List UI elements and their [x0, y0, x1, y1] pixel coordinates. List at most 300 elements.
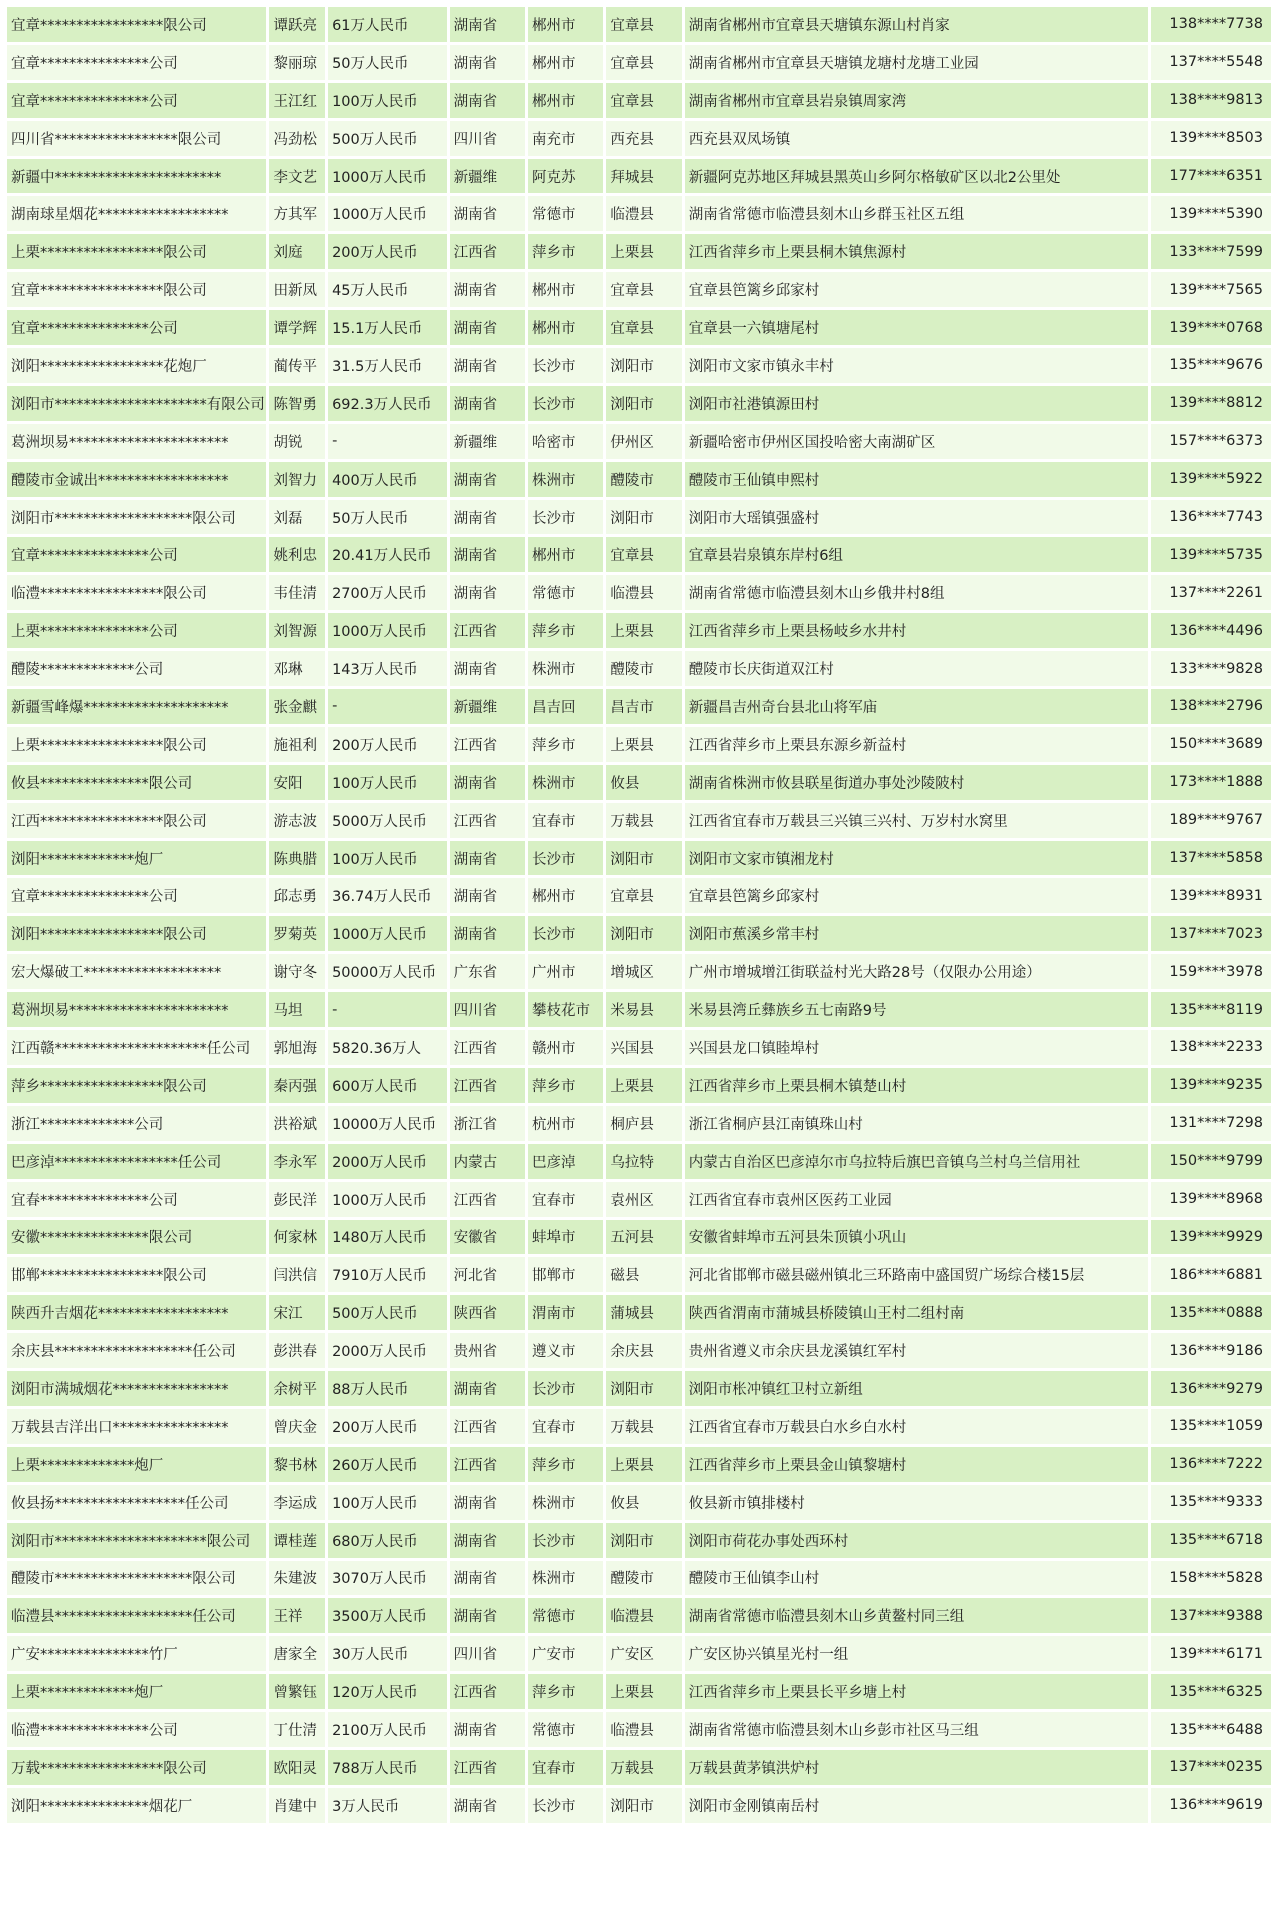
county-cell: 昌吉市: [606, 689, 681, 724]
province-cell: 湖南省: [450, 651, 525, 686]
address-cell: 内蒙古自治区巴彦淖尔市乌拉特后旗巴音镇乌兰村乌兰信用社: [685, 1144, 1148, 1179]
county-cell: 浏阳市: [606, 1523, 681, 1558]
province-cell: 湖南省: [450, 1712, 525, 1747]
city-cell: 株洲市: [528, 1485, 603, 1520]
capital-cell: 50万人民币: [328, 500, 447, 535]
phone-cell: 135****9676: [1151, 348, 1271, 383]
legal-rep-cell: 洪裕斌: [269, 1106, 325, 1141]
table-row: [7, 1674, 1271, 1709]
table-row: [7, 878, 1271, 913]
legal-rep-cell: 谭跃亮: [269, 7, 325, 42]
company-name-cell: 浏阳市满城烟花****************: [7, 1371, 266, 1406]
table-row: [7, 1788, 1271, 1823]
address-cell: 陕西省渭南市蒲城县桥陵镇山王村二组村南: [685, 1295, 1148, 1330]
company-name-cell: 四川省*****************限公司: [7, 121, 266, 156]
capital-cell: 5820.36万人: [328, 1030, 447, 1065]
company-name-cell: 宜章***************公司: [7, 310, 266, 345]
phone-cell: 150****3689: [1151, 727, 1271, 762]
phone-cell: 139****8812: [1151, 386, 1271, 421]
company-name-cell: 临澧县*******************任公司: [7, 1598, 266, 1633]
city-cell: 郴州市: [528, 878, 603, 913]
company-name-cell: 新疆中***********************: [7, 159, 266, 194]
county-cell: 宜章县: [606, 272, 681, 307]
address-cell: 广州市增城增江街联益村光大路28号（仅限办公用途）: [685, 954, 1148, 989]
table-row: [7, 1144, 1271, 1179]
province-cell: 湖南省: [450, 348, 525, 383]
address-cell: 贵州省遵义市余庆县龙溪镇红军村: [685, 1333, 1148, 1368]
county-cell: 上栗县: [606, 234, 681, 269]
table-row: [7, 1333, 1271, 1368]
capital-cell: 45万人民币: [328, 272, 447, 307]
county-cell: 临澧县: [606, 1598, 681, 1633]
company-name-cell: 临澧***************公司: [7, 1712, 266, 1747]
company-name-cell: 宜章*****************限公司: [7, 272, 266, 307]
city-cell: 长沙市: [528, 916, 603, 951]
phone-cell: 150****9799: [1151, 1144, 1271, 1179]
city-cell: 郴州市: [528, 272, 603, 307]
province-cell: 湖南省: [450, 196, 525, 231]
legal-rep-cell: 马坦: [269, 992, 325, 1027]
phone-cell: 133****9828: [1151, 651, 1271, 686]
table-row: [7, 1106, 1271, 1141]
legal-rep-cell: 陈典腊: [269, 841, 325, 876]
address-cell: 江西省萍乡市上栗县杨岐乡水井村: [685, 613, 1148, 648]
capital-cell: 100万人民币: [328, 1485, 447, 1520]
table-row: [7, 1636, 1271, 1671]
province-cell: 湖南省: [450, 1561, 525, 1596]
legal-rep-cell: 谭学辉: [269, 310, 325, 345]
capital-cell: 36.74万人民币: [328, 878, 447, 913]
phone-cell: 135****8119: [1151, 992, 1271, 1027]
table-row: [7, 1182, 1271, 1217]
phone-cell: 157****6373: [1151, 424, 1271, 459]
city-cell: 萍乡市: [528, 234, 603, 269]
county-cell: 浏阳市: [606, 1371, 681, 1406]
county-cell: 浏阳市: [606, 1788, 681, 1823]
capital-cell: 200万人民币: [328, 234, 447, 269]
legal-rep-cell: 李文艺: [269, 159, 325, 194]
county-cell: 宜章县: [606, 537, 681, 572]
county-cell: 五河县: [606, 1220, 681, 1255]
table-row: [7, 1409, 1271, 1444]
address-cell: 醴陵市王仙镇李山村: [685, 1561, 1148, 1596]
phone-cell: 159****3978: [1151, 954, 1271, 989]
county-cell: 宜章县: [606, 83, 681, 118]
address-cell: 湖南省常德市临澧县刻木山乡俄井村8组: [685, 575, 1148, 610]
phone-cell: 138****9813: [1151, 83, 1271, 118]
address-cell: 湖南省常德市临澧县刻木山乡群玉社区五组: [685, 196, 1148, 231]
phone-cell: 136****7743: [1151, 500, 1271, 535]
company-name-cell: 上栗*************炮厂: [7, 1674, 266, 1709]
company-name-cell: 宜章***************公司: [7, 83, 266, 118]
province-cell: 新疆维: [450, 159, 525, 194]
city-cell: 渭南市: [528, 1295, 603, 1330]
province-cell: 江西省: [450, 1674, 525, 1709]
capital-cell: 788万人民币: [328, 1750, 447, 1785]
county-cell: 上栗县: [606, 1068, 681, 1103]
city-cell: 常德市: [528, 575, 603, 610]
table-row: [7, 1220, 1271, 1255]
phone-cell: 139****7565: [1151, 272, 1271, 307]
city-cell: 常德市: [528, 1712, 603, 1747]
city-cell: 邯郸市: [528, 1257, 603, 1292]
province-cell: 湖南省: [450, 537, 525, 572]
table-row: [7, 1712, 1271, 1747]
company-name-cell: 宜章***************公司: [7, 45, 266, 80]
company-name-cell: 邯郸*****************限公司: [7, 1257, 266, 1292]
legal-rep-cell: 谭桂莲: [269, 1523, 325, 1558]
capital-cell: 2100万人民币: [328, 1712, 447, 1747]
company-name-cell: 攸县***************限公司: [7, 765, 266, 800]
county-cell: 浏阳市: [606, 916, 681, 951]
phone-cell: 136****4496: [1151, 613, 1271, 648]
address-cell: 西充县双凤场镇: [685, 121, 1148, 156]
address-cell: 湖南省常德市临澧县刻木山乡黄鳌村同三组: [685, 1598, 1148, 1633]
table-row: [7, 1750, 1271, 1785]
province-cell: 江西省: [450, 1182, 525, 1217]
county-cell: 桐庐县: [606, 1106, 681, 1141]
province-cell: 安徽省: [450, 1220, 525, 1255]
county-cell: 万载县: [606, 1409, 681, 1444]
phone-cell: 186****6881: [1151, 1257, 1271, 1292]
company-name-cell: 宜章***************公司: [7, 878, 266, 913]
province-cell: 湖南省: [450, 841, 525, 876]
county-cell: 醴陵市: [606, 1561, 681, 1596]
capital-cell: 260万人民币: [328, 1447, 447, 1482]
phone-cell: 135****9333: [1151, 1485, 1271, 1520]
table-row: [7, 727, 1271, 762]
phone-cell: 139****5922: [1151, 462, 1271, 497]
capital-cell: 30万人民币: [328, 1636, 447, 1671]
address-cell: 浏阳市金刚镇南岳村: [685, 1788, 1148, 1823]
table-row: [7, 1030, 1271, 1065]
city-cell: 萍乡市: [528, 1674, 603, 1709]
table-row: [7, 462, 1271, 497]
city-cell: 郴州市: [528, 83, 603, 118]
address-cell: 新疆哈密市伊州区国投哈密大南湖矿区: [685, 424, 1148, 459]
county-cell: 增城区: [606, 954, 681, 989]
address-cell: 兴国县龙口镇睦埠村: [685, 1030, 1148, 1065]
county-cell: 米易县: [606, 992, 681, 1027]
phone-cell: 173****1888: [1151, 765, 1271, 800]
legal-rep-cell: 刘庭: [269, 234, 325, 269]
phone-cell: 139****8968: [1151, 1182, 1271, 1217]
legal-rep-cell: 彭民洋: [269, 1182, 325, 1217]
capital-cell: 600万人民币: [328, 1068, 447, 1103]
county-cell: 兴国县: [606, 1030, 681, 1065]
city-cell: 广州市: [528, 954, 603, 989]
county-cell: 西充县: [606, 121, 681, 156]
legal-rep-cell: 唐家全: [269, 1636, 325, 1671]
address-cell: 攸县新市镇排楼村: [685, 1485, 1148, 1520]
table-row: [7, 1257, 1271, 1292]
capital-cell: 1480万人民币: [328, 1220, 447, 1255]
legal-rep-cell: 郭旭海: [269, 1030, 325, 1065]
city-cell: 郴州市: [528, 537, 603, 572]
legal-rep-cell: 刘智力: [269, 462, 325, 497]
province-cell: 广东省: [450, 954, 525, 989]
table-row: [7, 651, 1271, 686]
city-cell: 常德市: [528, 196, 603, 231]
capital-cell: 50万人民币: [328, 45, 447, 80]
city-cell: 长沙市: [528, 1523, 603, 1558]
county-cell: 万载县: [606, 1750, 681, 1785]
city-cell: 宜春市: [528, 1182, 603, 1217]
address-cell: 新疆昌吉州奇台县北山将军庙: [685, 689, 1148, 724]
capital-cell: 31.5万人民币: [328, 348, 447, 383]
company-name-cell: 广安***************竹厂: [7, 1636, 266, 1671]
legal-rep-cell: 肖建中: [269, 1788, 325, 1823]
table-row: [7, 992, 1271, 1027]
legal-rep-cell: 姚利忠: [269, 537, 325, 572]
company-name-cell: 醴陵*************公司: [7, 651, 266, 686]
province-cell: 内蒙古: [450, 1144, 525, 1179]
capital-cell: 7910万人民币: [328, 1257, 447, 1292]
capital-cell: 3070万人民币: [328, 1561, 447, 1596]
address-cell: 江西省萍乡市上栗县长平乡塘上村: [685, 1674, 1148, 1709]
capital-cell: 120万人民币: [328, 1674, 447, 1709]
table-row: [7, 803, 1271, 838]
legal-rep-cell: 何家林: [269, 1220, 325, 1255]
table-row: [7, 1295, 1271, 1330]
address-cell: 浏阳市社港镇源田村: [685, 386, 1148, 421]
county-cell: 磁县: [606, 1257, 681, 1292]
address-cell: 浏阳市蕉溪乡常丰村: [685, 916, 1148, 951]
county-cell: 上栗县: [606, 1447, 681, 1482]
city-cell: 郴州市: [528, 45, 603, 80]
legal-rep-cell: 丁仕清: [269, 1712, 325, 1747]
county-cell: 浏阳市: [606, 348, 681, 383]
legal-rep-cell: 李运成: [269, 1485, 325, 1520]
legal-rep-cell: 陈智勇: [269, 386, 325, 421]
phone-cell: 136****9619: [1151, 1788, 1271, 1823]
legal-rep-cell: 施祖利: [269, 727, 325, 762]
province-cell: 江西省: [450, 234, 525, 269]
legal-rep-cell: 曾庆金: [269, 1409, 325, 1444]
province-cell: 湖南省: [450, 765, 525, 800]
city-cell: 萍乡市: [528, 1068, 603, 1103]
province-cell: 湖南省: [450, 272, 525, 307]
city-cell: 长沙市: [528, 841, 603, 876]
address-cell: 浙江省桐庐县江南镇珠山村: [685, 1106, 1148, 1141]
company-name-cell: 宜章***************公司: [7, 537, 266, 572]
province-cell: 湖南省: [450, 1523, 525, 1558]
capital-cell: 10000万人民币: [328, 1106, 447, 1141]
city-cell: 宜春市: [528, 1750, 603, 1785]
capital-cell: 2700万人民币: [328, 575, 447, 610]
province-cell: 江西省: [450, 1030, 525, 1065]
capital-cell: 100万人民币: [328, 765, 447, 800]
county-cell: 攸县: [606, 1485, 681, 1520]
table-row: [7, 500, 1271, 535]
city-cell: 蚌埠市: [528, 1220, 603, 1255]
province-cell: 陕西省: [450, 1295, 525, 1330]
county-cell: 临澧县: [606, 575, 681, 610]
legal-rep-cell: 王祥: [269, 1598, 325, 1633]
address-cell: 湖南省常德市临澧县刻木山乡彭市社区马三组: [685, 1712, 1148, 1747]
address-cell: 万载县黄茅镇洪炉村: [685, 1750, 1148, 1785]
address-cell: 浏阳市文家市镇永丰村: [685, 348, 1148, 383]
table-row: [7, 386, 1271, 421]
capital-cell: 1000万人民币: [328, 196, 447, 231]
phone-cell: 137****0235: [1151, 1750, 1271, 1785]
address-cell: 湖南省株洲市攸县联星街道办事处沙陵陂村: [685, 765, 1148, 800]
address-cell: 江西省宜春市万载县白水乡白水村: [685, 1409, 1148, 1444]
company-name-cell: 江西*****************限公司: [7, 803, 266, 838]
city-cell: 阿克苏: [528, 159, 603, 194]
capital-cell: 100万人民币: [328, 841, 447, 876]
legal-rep-cell: 余树平: [269, 1371, 325, 1406]
city-cell: 株洲市: [528, 765, 603, 800]
table-row: [7, 575, 1271, 610]
capital-cell: -: [328, 424, 447, 459]
company-table: [4, 4, 1274, 1826]
legal-rep-cell: 安阳: [269, 765, 325, 800]
company-name-cell: 葛洲坝易**********************: [7, 424, 266, 459]
address-cell: 广安区协兴镇星光村一组: [685, 1636, 1148, 1671]
company-name-cell: 浙江*************公司: [7, 1106, 266, 1141]
legal-rep-cell: 彭洪春: [269, 1333, 325, 1368]
company-name-cell: 湖南球星烟花******************: [7, 196, 266, 231]
capital-cell: 680万人民币: [328, 1523, 447, 1558]
table-body: [7, 7, 1271, 1823]
capital-cell: 1000万人民币: [328, 613, 447, 648]
table-row: [7, 83, 1271, 118]
legal-rep-cell: 曾繁钰: [269, 1674, 325, 1709]
county-cell: 临澧县: [606, 196, 681, 231]
city-cell: 赣州市: [528, 1030, 603, 1065]
table-row: [7, 272, 1271, 307]
address-cell: 安徽省蚌埠市五河县朱顶镇小巩山: [685, 1220, 1148, 1255]
county-cell: 醴陵市: [606, 651, 681, 686]
province-cell: 湖南省: [450, 45, 525, 80]
table-row: [7, 1447, 1271, 1482]
company-name-cell: 万载*****************限公司: [7, 1750, 266, 1785]
company-name-cell: 浏阳*****************花炮厂: [7, 348, 266, 383]
province-cell: 湖南省: [450, 1598, 525, 1633]
province-cell: 湖南省: [450, 310, 525, 345]
capital-cell: 50000万人民币: [328, 954, 447, 989]
table-row: [7, 348, 1271, 383]
legal-rep-cell: 胡锐: [269, 424, 325, 459]
county-cell: 上栗县: [606, 613, 681, 648]
legal-rep-cell: 田新凤: [269, 272, 325, 307]
capital-cell: 1000万人民币: [328, 1182, 447, 1217]
phone-cell: 133****7599: [1151, 234, 1271, 269]
county-cell: 蒲城县: [606, 1295, 681, 1330]
table-row: [7, 424, 1271, 459]
address-cell: 江西省宜春市袁州区医药工业园: [685, 1182, 1148, 1217]
company-name-cell: 万载县吉洋出口****************: [7, 1409, 266, 1444]
phone-cell: 138****2796: [1151, 689, 1271, 724]
province-cell: 新疆维: [450, 424, 525, 459]
county-cell: 醴陵市: [606, 462, 681, 497]
company-name-cell: 浏阳***************烟花厂: [7, 1788, 266, 1823]
company-name-cell: 临澧*****************限公司: [7, 575, 266, 610]
capital-cell: 2000万人民币: [328, 1144, 447, 1179]
capital-cell: -: [328, 992, 447, 1027]
company-name-cell: 上栗***************公司: [7, 613, 266, 648]
city-cell: 株洲市: [528, 462, 603, 497]
company-name-cell: 醴陵市*******************限公司: [7, 1561, 266, 1596]
province-cell: 湖南省: [450, 500, 525, 535]
legal-rep-cell: 李永军: [269, 1144, 325, 1179]
county-cell: 宜章县: [606, 310, 681, 345]
province-cell: 湖南省: [450, 462, 525, 497]
legal-rep-cell: 黎书林: [269, 1447, 325, 1482]
capital-cell: 61万人民币: [328, 7, 447, 42]
city-cell: 株洲市: [528, 651, 603, 686]
city-cell: 昌吉回: [528, 689, 603, 724]
province-cell: 江西省: [450, 803, 525, 838]
county-cell: 乌拉特: [606, 1144, 681, 1179]
city-cell: 哈密市: [528, 424, 603, 459]
city-cell: 萍乡市: [528, 1447, 603, 1482]
phone-cell: 137****5548: [1151, 45, 1271, 80]
phone-cell: 135****1059: [1151, 1409, 1271, 1444]
address-cell: 米易县湾丘彝族乡五七南路9号: [685, 992, 1148, 1027]
address-cell: 湖南省郴州市宜章县岩泉镇周家湾: [685, 83, 1148, 118]
table-row: [7, 1068, 1271, 1103]
province-cell: 河北省: [450, 1257, 525, 1292]
table-row: [7, 613, 1271, 648]
county-cell: 攸县: [606, 765, 681, 800]
company-name-cell: 江西赣*********************任公司: [7, 1030, 266, 1065]
capital-cell: 15.1万人民币: [328, 310, 447, 345]
address-cell: 醴陵市王仙镇申熙村: [685, 462, 1148, 497]
capital-cell: 3500万人民币: [328, 1598, 447, 1633]
address-cell: 新疆阿克苏地区拜城县黑英山乡阿尔格敏矿区以北2公里处: [685, 159, 1148, 194]
province-cell: 江西省: [450, 1750, 525, 1785]
company-name-cell: 宜章*****************限公司: [7, 7, 266, 42]
capital-cell: 100万人民币: [328, 83, 447, 118]
phone-cell: 139****5390: [1151, 196, 1271, 231]
province-cell: 湖南省: [450, 386, 525, 421]
city-cell: 郴州市: [528, 310, 603, 345]
county-cell: 拜城县: [606, 159, 681, 194]
city-cell: 宜春市: [528, 803, 603, 838]
address-cell: 浏阳市荷花办事处西环村: [685, 1523, 1148, 1558]
company-name-cell: 浏阳*************炮厂: [7, 841, 266, 876]
phone-cell: 139****9235: [1151, 1068, 1271, 1103]
phone-cell: 139****8931: [1151, 878, 1271, 913]
city-cell: 南充市: [528, 121, 603, 156]
city-cell: 株洲市: [528, 1561, 603, 1596]
capital-cell: 500万人民币: [328, 121, 447, 156]
legal-rep-cell: 黎丽琼: [269, 45, 325, 80]
city-cell: 杭州市: [528, 1106, 603, 1141]
county-cell: 袁州区: [606, 1182, 681, 1217]
legal-rep-cell: 谢守冬: [269, 954, 325, 989]
legal-rep-cell: 秦丙强: [269, 1068, 325, 1103]
county-cell: 宜章县: [606, 878, 681, 913]
province-cell: 湖南省: [450, 878, 525, 913]
legal-rep-cell: 蔺传平: [269, 348, 325, 383]
phone-cell: 136****9186: [1151, 1333, 1271, 1368]
phone-cell: 137****5858: [1151, 841, 1271, 876]
company-name-cell: 上栗*****************限公司: [7, 727, 266, 762]
capital-cell: 500万人民币: [328, 1295, 447, 1330]
company-name-cell: 浏阳*****************限公司: [7, 916, 266, 951]
city-cell: 长沙市: [528, 500, 603, 535]
province-cell: 湖南省: [450, 1788, 525, 1823]
address-cell: 醴陵市长庆街道双江村: [685, 651, 1148, 686]
phone-cell: 135****0888: [1151, 1295, 1271, 1330]
province-cell: 浙江省: [450, 1106, 525, 1141]
address-cell: 宜章县岩泉镇东岸村6组: [685, 537, 1148, 572]
county-cell: 浏阳市: [606, 500, 681, 535]
table-row: [7, 689, 1271, 724]
